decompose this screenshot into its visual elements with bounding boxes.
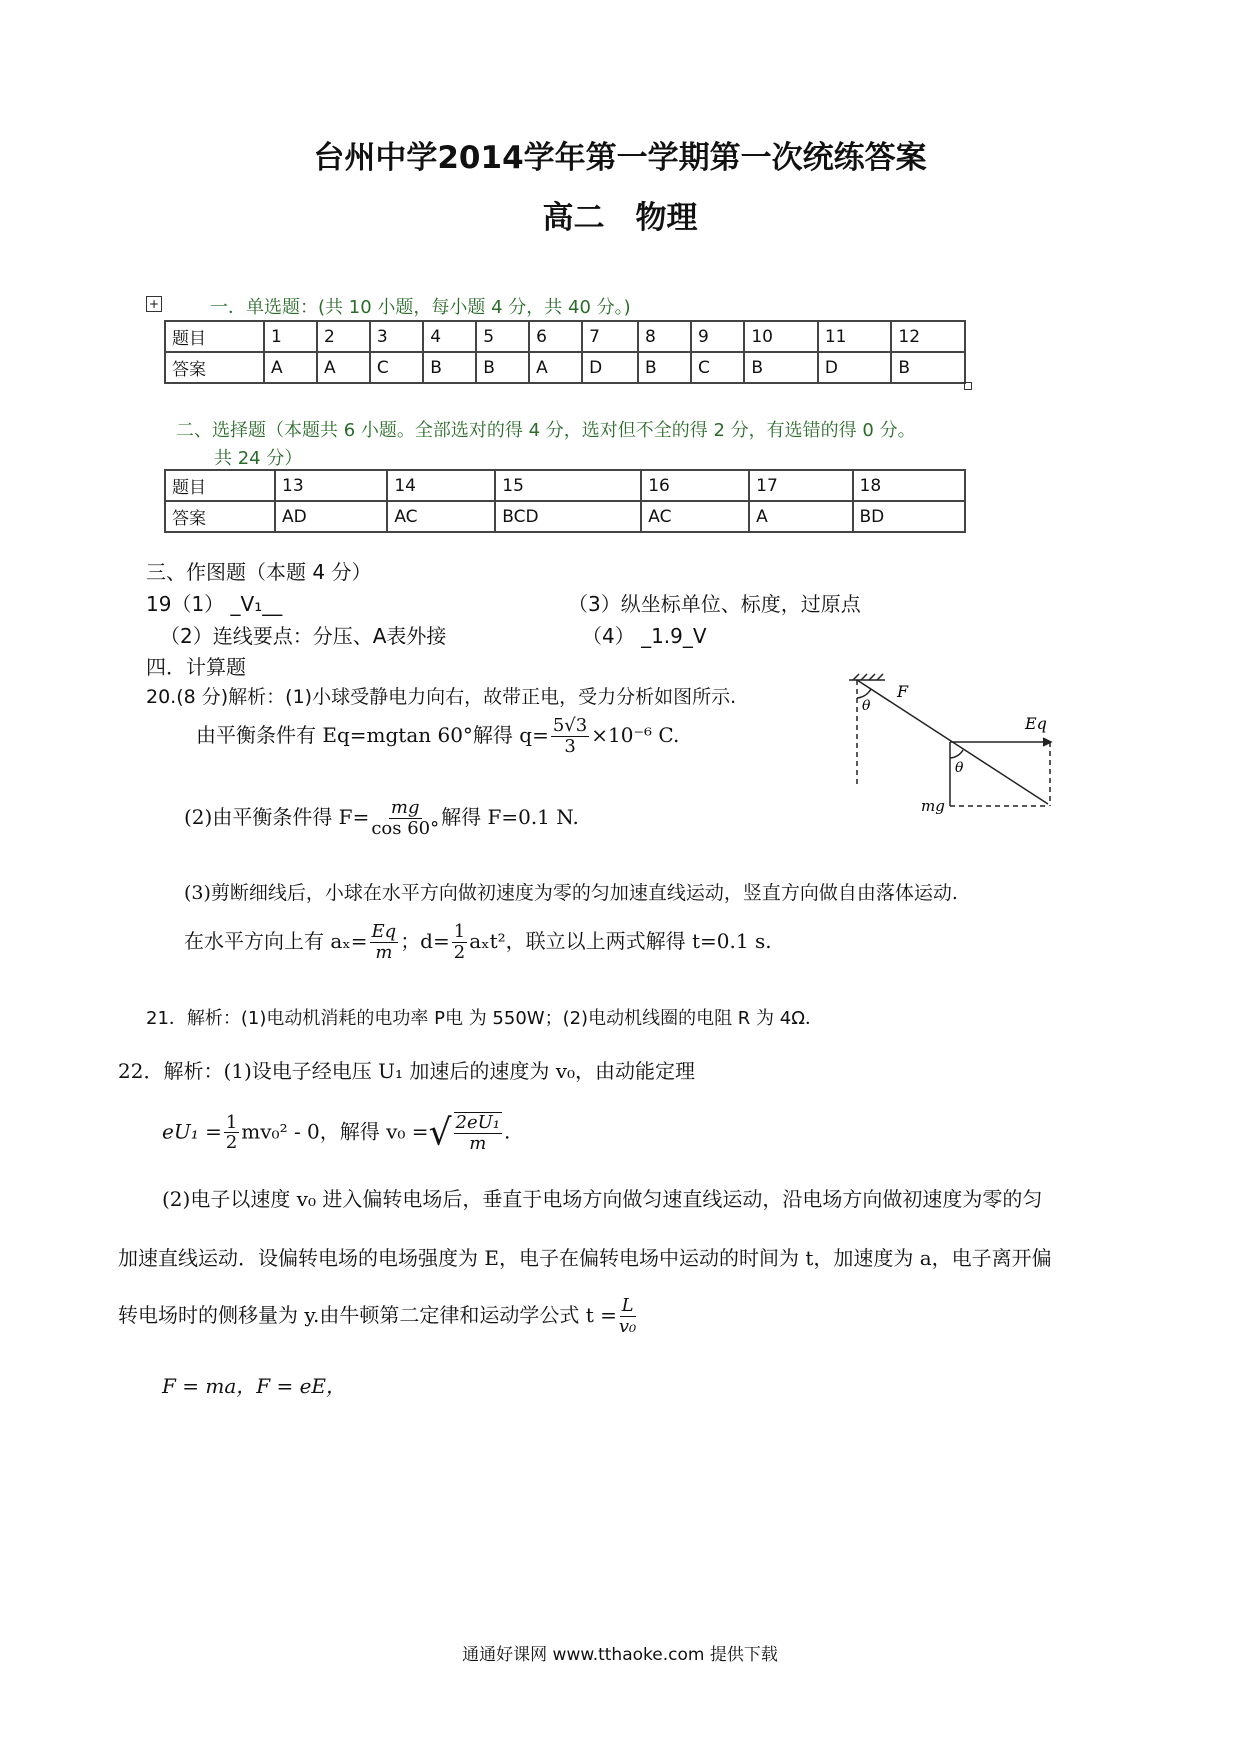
q20-part1: 20.(8 分)解析：(1)小球受静电力向右，故带正电，受力分析如图所示. [146, 686, 737, 708]
table-cell: D [818, 352, 892, 383]
table-cell: A [529, 352, 582, 383]
q22-part1: 22．解析：(1)设电子经电压 U₁ 加速后的速度为 v₀，由动能定理 [118, 1059, 696, 1083]
q19-part2: （2）连线要点：分压、A表外接 [160, 624, 447, 648]
section2-answer-table [164, 469, 966, 533]
force-label-F: F [897, 682, 909, 701]
row-label: 题目 [165, 321, 264, 352]
table-cell: 13 [275, 470, 387, 501]
table-cell: 1 [264, 321, 317, 352]
table-cell: C [370, 352, 423, 383]
q21-answer: 21．解析：(1)电动机消耗的电功率 P电 为 550W；(2)电动机线圈的电阻 R 为 4Ω． [146, 1008, 823, 1029]
table-cell: BD [853, 501, 965, 532]
section4-heading: 四．计算题 [146, 655, 246, 679]
q20-equation1: 由平衡条件有 Eq=mgtan 60°解得 q= $\frac{5√3}{3}$ ×10⁻⁶ C. [196, 715, 680, 757]
table-cell: 15 [495, 470, 641, 501]
table-cell: A [317, 352, 370, 383]
table-move-handle-icon[interactable]: + [146, 296, 162, 312]
q20-part3: (3)剪断细线后，小球在水平方向做初速度为零的匀加速直线运动，竖直方向做自由落体运动. [184, 882, 958, 904]
table-cell: D [582, 352, 638, 383]
table-cell: 10 [744, 321, 818, 352]
q20-part2: (2)由平衡条件得 F= $\frac{mg}{\cos 60^\circ}$ 解得 F=0.1 N. [184, 797, 579, 839]
footer-text: 通通好课网 www.tthaoke.com 提供下载 [462, 1645, 778, 1665]
table-cell: B [744, 352, 818, 383]
document-title: 台州中学2014学年第一学期第一次统练答案 [313, 140, 927, 176]
q22-part4: 转电场时的侧移量为 y.由牛顿第二定律和运动学公式 t = $\frac{L}{\text{v₀}}$ [118, 1295, 637, 1337]
table-cell: 14 [387, 470, 495, 501]
table-cell: B [638, 352, 691, 383]
angle-label-theta: θ [955, 760, 964, 776]
table-cell: 4 [423, 321, 476, 352]
table-cell: A [264, 352, 317, 383]
table-cell: 8 [638, 321, 691, 352]
row-label: 题目 [165, 470, 275, 501]
section1-answer-table [164, 320, 966, 384]
table-cell: 17 [749, 470, 852, 501]
force-label-mg: mg [921, 797, 945, 815]
q22-part3: 加速直线运动．设偏转电场的电场强度为 E，电子在偏转电场中运动的时间为 t，加速度为 a，电子离开偏 [118, 1246, 1052, 1270]
table-cell: 6 [529, 321, 582, 352]
row-label: 答案 [165, 501, 275, 532]
q22-equation: eU₁ = $\frac{1}{2}$ mv₀² - 0，解得 v₀ =√ $\frac{\text{2eU₁}}{m}$ . [162, 1111, 511, 1154]
angle-label-theta: θ [862, 698, 871, 714]
force-diagram [845, 672, 1070, 817]
table-cell: 7 [582, 321, 638, 352]
table-resize-handle[interactable] [964, 382, 972, 390]
document-subtitle: 高二 物理 [542, 200, 698, 236]
table-cell: 11 [818, 321, 892, 352]
table-cell: 18 [853, 470, 965, 501]
table-cell: B [476, 352, 529, 383]
table-cell: B [891, 352, 965, 383]
table-cell: A [749, 501, 852, 532]
table-cell: AC [387, 501, 495, 532]
q19-part4: （4） _1.9_V [582, 624, 707, 648]
q22-part5: F = ma，F = eE， [162, 1374, 347, 1398]
table-cell: C [691, 352, 744, 383]
table-cell: B [423, 352, 476, 383]
ceiling-hatch [853, 674, 883, 680]
table-cell: 3 [370, 321, 423, 352]
section2-heading: 二、选择题（本题共 6 小题。全部选对的得 4 分，选对但不全的得 2 分，有选错的得 0 分。 [176, 420, 916, 441]
table-cell: 9 [691, 321, 744, 352]
table-cell: 2 [317, 321, 370, 352]
table-cell: 12 [891, 321, 965, 352]
force-label-Eq: Eq [1025, 714, 1047, 733]
q20-part4: 在水平方向上有 aₓ= $\frac{Eq}{m}$ ；d= $\frac{1}{2}$ aₓt²，联立以上两式解得 t=0.1 s. [184, 921, 772, 963]
q19-part1: 19（1） _V₁__ [146, 592, 283, 616]
table-cell: AD [275, 501, 387, 532]
table-cell: BCD [495, 501, 641, 532]
section3-heading: 三、作图题（本题 4 分） [146, 560, 372, 584]
section1-heading: 一．单选题：(共 10 小题，每小题 4 分，共 40 分。) [210, 297, 631, 318]
q19-part3: （3）纵坐标单位、标度，过原点 [568, 592, 861, 616]
table-cell: 5 [476, 321, 529, 352]
q22-part2: (2)电子以速度 v₀ 进入偏转电场后，垂直于电场方向做匀速直线运动，沿电场方向做初速度为零的匀 [162, 1187, 1043, 1211]
row-label: 答案 [165, 352, 264, 383]
table-cell: 16 [641, 470, 749, 501]
section2-heading-cont: 共 24 分） [214, 448, 303, 469]
table-cell: AC [641, 501, 749, 532]
